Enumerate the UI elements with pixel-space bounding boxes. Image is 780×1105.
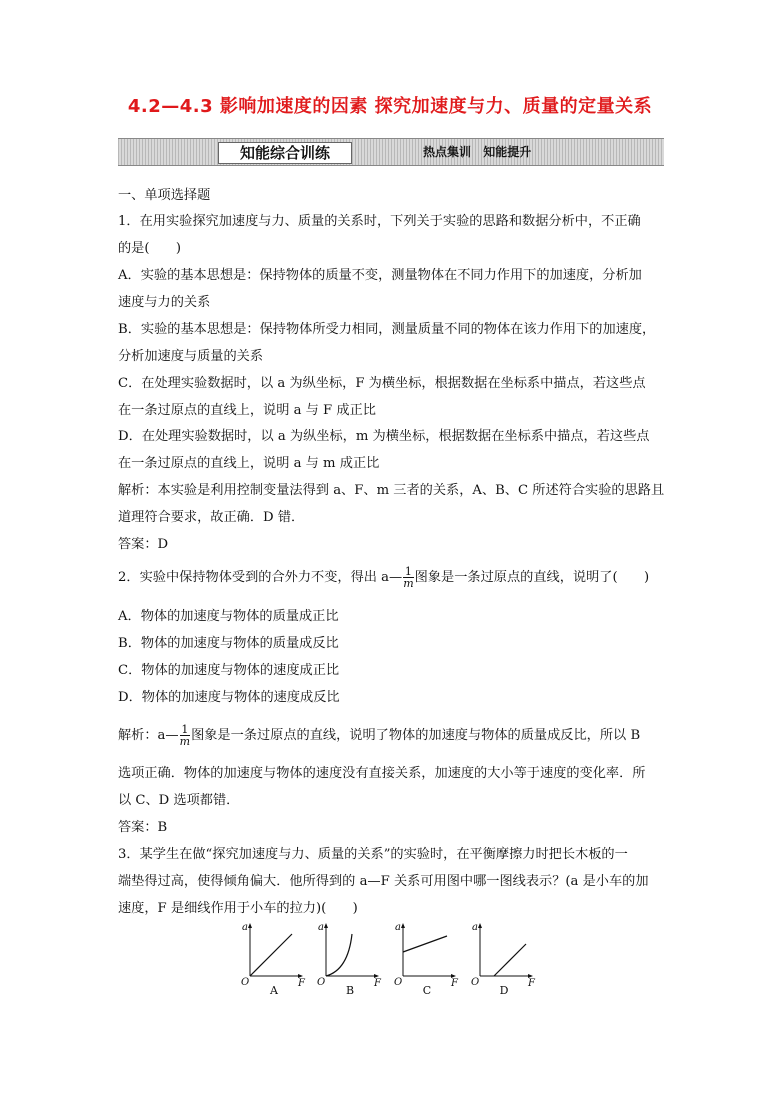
- banner-tag-2: 知能提升: [483, 145, 532, 159]
- q2-option-b: B．物体的加速度与物体的质量成反比: [118, 636, 339, 651]
- q3-stem-line1: 3．某学生在做“探究加速度与力、质量的关系”的实验时，在平衡摩擦力时把长木板的一: [118, 847, 628, 862]
- graph-b-curve: [326, 934, 352, 976]
- q2-answer: 答案：B: [118, 820, 168, 835]
- graph-b-origin: O: [317, 977, 326, 988]
- q2-stem-pre: 2．实验中保持物体受到的合外力不变，得出 a—: [118, 570, 403, 585]
- graph-d-y-label: a: [472, 922, 478, 933]
- graph-c-curve: [403, 936, 447, 952]
- q1-explanation-line1: 解析：本实验是利用控制变量法得到 a、F、m 三者的关系，A、B、C 所述符合实验的思路且: [118, 483, 665, 498]
- fraction-denominator: m: [179, 735, 191, 748]
- graph-c: [389, 922, 457, 1000]
- q1-stem-line2: 的是( ): [118, 241, 182, 256]
- fraction-numerator: 1: [181, 723, 189, 736]
- q1-option-b-line1: B．实验的基本思想是：保持物体所受力相同，测量质量不同的物体在该力作用下的加速度，: [118, 322, 656, 337]
- graph-b-label: B: [345, 984, 355, 997]
- q1-option-d-line2: 在一条过原点的直线上，说明 a 与 m 成正比: [118, 456, 380, 471]
- graph-a-curve: [250, 934, 292, 976]
- q2-option-d: D．物体的加速度与物体的速度成反比: [118, 690, 340, 705]
- q1-option-c-line2: 在一条过原点的直线上，说明 a 与 F 成正比: [118, 403, 376, 418]
- graph-b-y-label: a: [318, 922, 324, 933]
- graph-c-origin: O: [394, 977, 403, 988]
- q1-option-a-line2: 速度与力的关系: [118, 295, 211, 310]
- q1-option-b-line2: 分析加速度与质量的关系: [118, 349, 264, 364]
- fraction-1-over-m: [180, 724, 190, 747]
- graph-a-x-label: F: [298, 978, 305, 989]
- banner-tags: [423, 143, 539, 161]
- graph-b-x-label: F: [374, 978, 381, 989]
- q2-exp-pre: 解析：a—: [118, 728, 179, 743]
- banner-label: 知能综合训练: [218, 142, 352, 164]
- q1-option-d-line1: D．在处理实验数据时，以 a 为纵坐标，m 为横坐标，根据数据在坐标系中描点，若这些点: [118, 429, 650, 444]
- graph-d-label: D: [499, 984, 509, 997]
- q1-stem-line1: 1．在用实验探究加速度与力、质量的关系时，下列关于实验的思路和数据分析中，不正确: [118, 214, 641, 229]
- q2-exp-post: 图象是一条过原点的直线，说明了物体的加速度与物体的质量成反比，所以 B: [191, 728, 641, 743]
- graph-a-origin: O: [241, 977, 250, 988]
- q3-stem-line3: 速度，F 是细线作用于小车的拉力)( ): [118, 901, 358, 916]
- q1-explanation-line2: 道理符合要求，故正确．D 错．: [118, 510, 305, 525]
- q3-stem-line2: 端垫得过高，使得倾角偏大．他所得到的 a—F 关系可用图中哪一图线表示？(a 是小车的加: [118, 874, 649, 889]
- graph-d: [466, 922, 534, 1000]
- graph-c-x-label: F: [451, 978, 458, 989]
- graph-a-y-label: a: [242, 922, 248, 933]
- fraction-denominator: m: [403, 577, 414, 590]
- section-heading: 一、单项选择题: [118, 188, 211, 203]
- section-banner: [118, 138, 664, 166]
- q2-explanation-line1: [118, 724, 640, 747]
- q1-option-a-line1: A．实验的基本思想是：保持物体的质量不变，测量物体在不同力作用下的加速度，分析加: [118, 268, 642, 283]
- graph-d-curve: [494, 944, 526, 976]
- graph-b: [312, 922, 380, 1000]
- graph-d-x-label: F: [528, 978, 535, 989]
- q2-stem-post: 图象是一条过原点的直线，说明了( ): [414, 570, 650, 585]
- q2-stem: [118, 566, 649, 589]
- q2-option-c: C．物体的加速度与物体的速度成正比: [118, 663, 340, 678]
- q2-option-a: A．物体的加速度与物体的质量成正比: [118, 609, 339, 624]
- banner-tag-1: 热点集训: [423, 145, 472, 159]
- q2-explanation-line2: 选项正确．物体的加速度与物体的速度没有直接关系，加速度的大小等于速度的变化率．所: [118, 766, 646, 781]
- graph-a-label: A: [270, 984, 278, 997]
- fraction-numerator: 1: [404, 565, 412, 578]
- graph-d-origin: O: [471, 977, 480, 988]
- graph-c-label: C: [422, 984, 432, 997]
- page-title: 4.2—4.3 影响加速度的因素 探究加速度与力、质量的定量关系: [127, 96, 653, 117]
- fraction-1-over-m: [403, 566, 413, 589]
- graph-a: [236, 922, 304, 1000]
- q1-option-c-line1: C．在处理实验数据时，以 a 为纵坐标，F 为横坐标，根据数据在坐标系中描点，若这些点: [118, 376, 646, 391]
- q2-explanation-line3: 以 C、D 选项都错．: [118, 793, 240, 808]
- answer-graphs: [236, 922, 536, 1000]
- graph-c-y-label: a: [395, 922, 401, 933]
- q1-answer: 答案：D: [118, 537, 169, 552]
